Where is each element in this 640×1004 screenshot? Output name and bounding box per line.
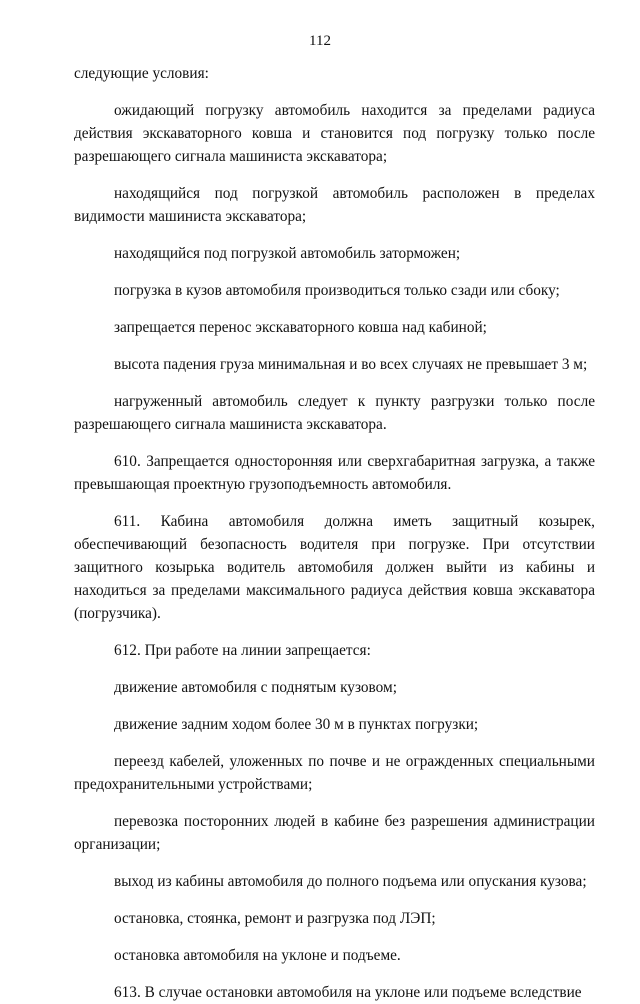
paragraph: переезд кабелей, уложенных по почве и не огражденных специальными предохранительными устройствами;: [74, 753, 595, 793]
paragraph: высота падения груза минимальная и во всех случаях не превышает 3 м;: [114, 356, 588, 373]
paragraph-610: 610. Запрещается односторонняя или сверхгабаритная загрузка, а также превышающая проектную грузоподъемность автомобиля.: [74, 453, 595, 493]
document-body: [74, 62, 595, 1004]
paragraph-612: 612. При работе на линии запрещается:: [114, 642, 371, 659]
paragraph: находящийся под погрузкой автомобиль заторможен;: [114, 245, 461, 262]
paragraph: запрещается перенос экскаваторного ковша над кабиной;: [114, 319, 487, 336]
paragraph: нагруженный автомобиль следует к пункту разгрузки только после разрешающего сигнала машиниста экскаватора.: [74, 393, 595, 433]
paragraph: движение задним ходом более 30 м в пунктах погрузки;: [114, 716, 479, 733]
paragraph: остановка автомобиля на уклоне и подъеме.: [114, 947, 401, 964]
paragraph-intro: следующие условия:: [74, 65, 209, 82]
paragraph: находящийся под погрузкой автомобиль расположен в пределах видимости машиниста экскаватора;: [74, 185, 595, 225]
page-number: 112: [309, 33, 331, 49]
paragraph: ожидающий погрузку автомобиль находится за пределами радиуса действия экскаваторного ковша и становится под погрузку только после разрешающего сигнала машиниста экскаватора;: [74, 102, 595, 165]
paragraph: перевозка посторонних людей в кабине без разрешения администрации организации;: [74, 813, 595, 853]
paragraph: погрузка в кузов автомобиля производиться только сзади или сбоку;: [114, 282, 560, 299]
paragraph-611: 611. Кабина автомобиля должна иметь защитный козырек, обеспечивающий безопасность водителя при погрузке. При отсутствии защитного козырька водитель автомобиля должен выйти из кабины и находиться за пределами максимального радиуса действия ковша экскаватора (погрузчика).: [74, 513, 595, 622]
paragraph-613: 613. В случае остановки автомобиля на уклоне или подъеме вследствие: [114, 984, 582, 1001]
paragraph: выход из кабины автомобиля до полного подъема или опускания кузова;: [114, 873, 587, 890]
paragraph: движение автомобиля с поднятым кузовом;: [114, 679, 397, 696]
paragraph: остановка, стоянка, ремонт и разгрузка под ЛЭП;: [114, 910, 436, 927]
